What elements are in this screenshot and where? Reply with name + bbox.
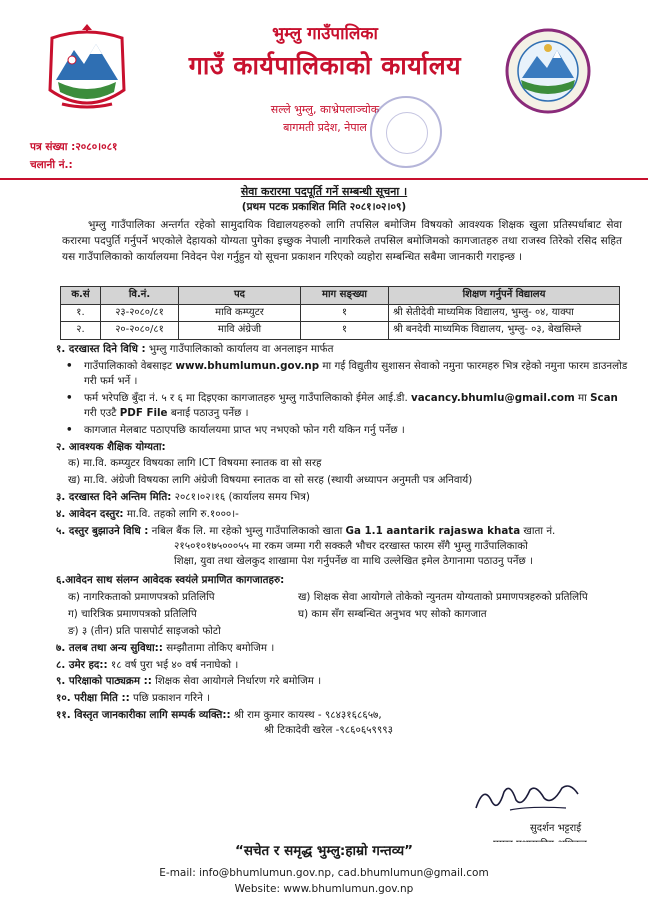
email-link[interactable]: vacancy.bhumlu@gmail.com [411,391,575,404]
section-age [56,658,628,673]
column-header: क.सं [61,287,101,305]
section-text: शिक्षक सेवा आयोगले निर्धारण गरे बमोजिम । [151,675,322,688]
notice-body [56,342,628,738]
document-item: ङ) ३ (तीन) प्रति पासपोर्ट साइजको फोटो [68,624,221,637]
footer-website: Website: www.bhumlumun.gov.np [234,883,414,895]
website-link[interactable]: www.bhumlumun.gov.np [175,359,320,372]
table-cell: १. [61,304,101,322]
letterhead [0,8,648,140]
list-item [56,391,628,421]
section-qualification: २. आवश्यक शैक्षिक योग्यता: [56,440,166,453]
item-text: PDF File [119,406,168,419]
table-cell: श्री बनदेवी माध्यमिक विद्यालय, भुम्लु- ०३, बेखसिम्ले [389,322,620,340]
vacancy-table [60,286,620,340]
section-deadline [56,490,628,505]
table-cell: श्री सेतीदेवी माध्यमिक विद्यालय, भुम्लु- ०४, याक्पा [389,304,620,322]
document-row [56,590,628,605]
section-exam-date [56,691,628,706]
section-label: ७. तलब तथा अन्य सुविधा:: [56,641,163,654]
section-payment [56,524,628,539]
item-text: मा [574,391,591,404]
list-item [56,359,628,389]
municipality-name: भुम्लु गाउँपालिका [272,24,378,44]
document-item: ग) चारित्रिक प्रमाणपत्रको प्रतिलिपि [68,607,197,620]
signature-image [470,778,590,816]
table-row [61,304,620,322]
section-label: १०. परीक्षा मिति :: [56,692,130,705]
section-text: नबिल बैंक लि. मा रहेको भुम्लु गाउँपालिकाको खाता [148,525,346,538]
table-header-row [61,287,620,305]
letter-number: पत्र संख्या :२०८०।०८१ [30,141,118,153]
contact-second: श्री टिकादेवी खरेल -९८६०६५९९९३ [264,724,393,737]
office-stamp [370,96,442,168]
municipality-logo-icon [505,28,591,114]
footer-motto [0,842,648,862]
document-row [56,607,628,622]
header-divider [0,178,648,180]
item-text: Scan [590,391,618,404]
section-text: खाता नं. [520,525,556,538]
section-label: ११. विस्तृत जानकारीका लागि सम्पर्क व्यक्ति:: [56,709,231,722]
dispatch-number: चलानी नं.: [30,159,73,171]
notice-title: सेवा करारमा पदपूर्ति गर्ने सम्बन्धी सूचना । [240,185,408,198]
item-text: फर्म भरेपछि बुँदा नं. ५ र ६ मा दिइएका कागजातहरु भुम्लु गाउँपालिकाको ईमेल आई.डी. [84,391,412,404]
section-label: ९. परिक्षाको पाठ्यक्रम :: [56,675,152,688]
bullet-icon: • [66,423,73,436]
section-text: मा.वि. तहको लागि रु.१०००।- [123,508,239,521]
section-text: पछि प्रकाशन गरिने । [129,692,211,705]
section-contact [56,708,628,723]
section-text: श्री राम कुमार कायस्थ - ९८४३१६८६५७, [230,709,382,722]
section-syllabus [56,674,628,689]
motto-text: “सचेत र समृद्ध भुम्लु:हाम्रो गन्तव्य” [225,843,423,859]
item-text: कागजात मेलबाट पठाएपछि कार्यालयमा प्राप्त भए नभएको फोन गरी यकिन गर्नु पर्नेछ । [84,423,405,436]
item-text: गाउँपालिकाको वेबसाइट [84,359,176,372]
section-text: २१५०१०१७५०००५५ मा रकम जम्मा गरी सक्कलै भौचर दरखास्त फारम सँगै भुम्लु गाउँपालिकाको [174,540,528,553]
item-text: मा गई विद्युतीय सुशासन सेवाको नमुना फारमहरु भित्र रहेको नमुना फारम डाउनलोड गरी फर्म भर्ने । [84,359,628,387]
section-text: २०८१।०२।१६ (कार्यालय समय भित्र) [171,491,310,504]
section-text: भुम्लु गाउँपालिकाको कार्यालय वा अनलाइन मार्फत [145,343,334,355]
document-item: क) नागरिकताको प्रमाणपत्रको प्रतिलिपि [68,590,215,603]
section-label: ३. दरखास्त दिने अन्तिम मिति: [56,491,172,504]
column-header: पद [179,287,301,305]
notice-intro: भुम्लु गाउँपालिका अन्तर्गत रहेको सामुदायिक विद्यालयहरुको लागि तपसिल बमोजिम विषयको आवश्यक शिक्षक खुला प्रतिस्पर्धाबाट सेवा करारमा पदपुर्ति गर्नुपर्ने भएकोले देहायको योग्यता पुगेका इच्छुक नेपाली नागरिकले तपसिल बमोजिमको कागजातहरु तथा राजस्व तिरेको रसिद सहित यस गाउँपालिकाको कार्यालयमा निवेदन पेश गर्नुहुन यो सूचना प्रकाशन गरिएको व्यहोरा सम्बन्धित सबैमा जानकारी गराइन्छ । [62,219,622,263]
column-header: शिक्षण गर्नुपर्ने विद्यालय [389,287,620,305]
footer-email: E-mail: info@bhumlumun.gov.np, cad.bhumlumun@gmail.com [159,867,489,879]
section-label: १. दरखास्त दिने विधि : [56,343,146,355]
section-text: १८ वर्ष पुरा भई ४० वर्ष ननाघेको । [107,658,239,671]
bullet-icon: • [66,359,73,372]
table-row [61,322,620,340]
item-text: बनाई पठाउनु पर्नेछ । [167,406,249,419]
qualification-item: क) मा.वि. कम्प्युटर विषयका लागि ICT विषयमा स्नातक वा सो सरह [68,457,322,470]
section-label: ८. उमेर हद:: [56,658,108,671]
nepal-emblem-icon [44,20,130,114]
office-name: गाउँ कार्यपालिकाको कार्यालय [188,51,462,80]
section-documents: ६.आवेदन साथ संलग्न आवेदक स्वयंले प्रमाणित कागजातहरु: [56,573,285,586]
item-text: गरी एउटै [84,406,120,419]
table-cell: १ [301,322,389,340]
address-line: सल्ले भुम्लु, काभ्रेपलाञ्चोक [270,103,380,116]
column-header: माग सङ्ख्या [301,287,389,305]
signatory-name: सुदर्शन भट्टराई [530,823,582,834]
list-item [56,423,628,438]
reference-block [30,140,118,176]
section-text: सम्झौतामा तोकिए बमोजिम । [162,641,275,654]
section-label: ४. आवेदन दस्तुर: [56,508,124,521]
table-cell: मावि अंग्रेजी [179,322,301,340]
account-name: Ga 1.1 aantarik rajaswa khata [345,525,521,538]
section-fee [56,507,628,522]
province-line: बागमती प्रदेश, नेपाल [283,121,367,134]
notice-subtitle: (प्रथम पटक प्रकाशित मिति २०८१।०२।०९) [241,201,407,213]
document-item: ख) शिक्षक सेवा आयोगले तोकेको न्युनतम योग्यताको प्रमाणपत्रहरुको प्रतिलिपि [298,590,588,603]
table-cell: २०-२०८०/८१ [101,322,179,340]
column-header: वि.नं. [101,287,179,305]
bullet-icon: • [66,391,73,404]
table-cell: १ [301,304,389,322]
document-item: घ) काम सँग सम्बन्धित अनुभव भए सोको कागजात [298,607,487,620]
table-cell: २३-२०८०/८१ [101,304,179,322]
qualification-item: ख) मा.वि. अंग्रेजी विषयका लागि अंग्रेजी विषयमा स्नातक वा सो सरह (स्थायी अध्यापन अनुमती पत्र अनिवार्य) [68,474,473,487]
section-text: शिक्षा, युवा तथा खेलकुद शाखामा पेश गर्नुपर्नेछ वा माथि उल्लेखित इमेल ठेगानामा पठाउनु पर्नेछ । [174,554,533,567]
section-salary [56,641,628,656]
table-cell: २. [61,322,101,340]
section-application-method [56,342,628,357]
section-label: ५. दस्तुर बुझाउने विधि : [56,525,149,538]
table-cell: मावि कम्प्युटर [179,304,301,322]
